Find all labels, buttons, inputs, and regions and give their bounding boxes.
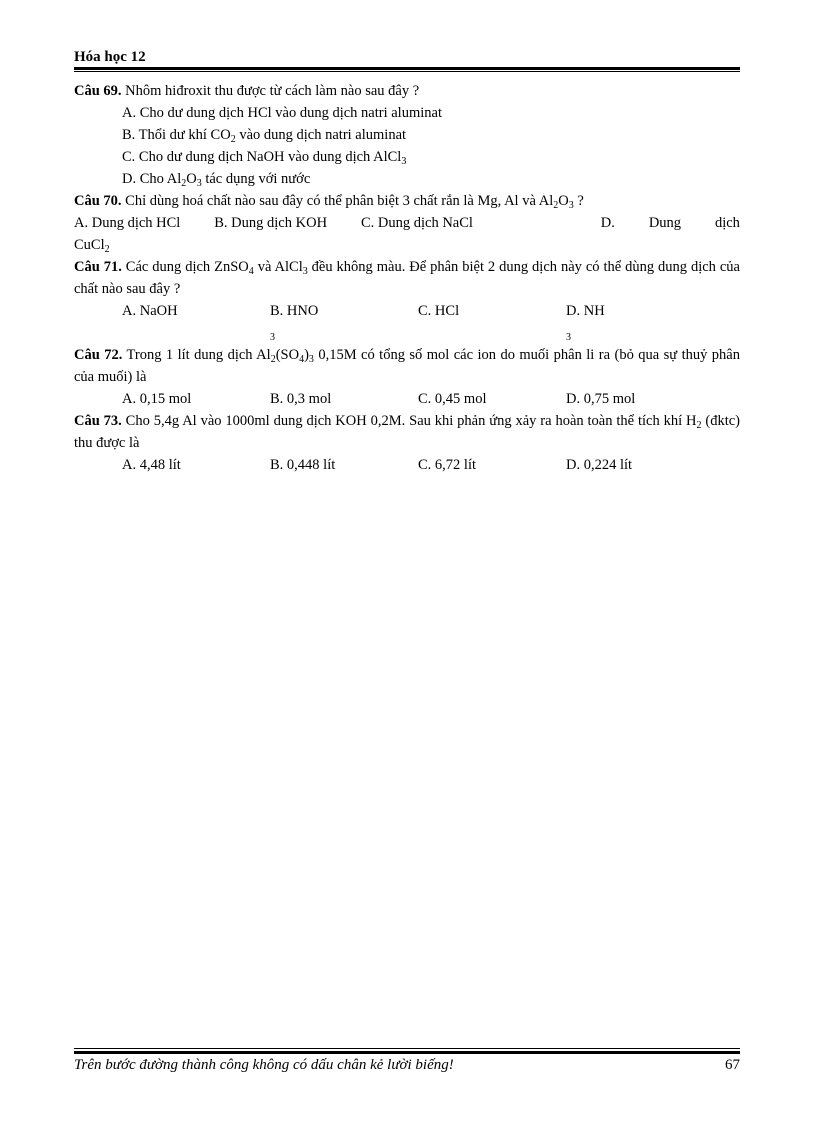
q69-option-b: B. Thổi dư khí $CO_2$ vào dung dịch natri aluminat xyxy=(122,127,407,145)
q71-options xyxy=(74,300,740,344)
footer-slogan: Trên bước đường thành công không có dấu chân kẻ lười biếng! xyxy=(74,1057,454,1073)
q72-option-a: A. 0,15 mol xyxy=(122,391,192,407)
q70-option-a: A. Dung dịch HCl xyxy=(74,215,181,231)
page-number: 67 xyxy=(725,1057,740,1073)
q69-option-d: D. Cho $Al_2O_3$ tác dụng với nước xyxy=(122,171,311,189)
q71-option-a: A. NaOH xyxy=(122,303,178,319)
question-label: Câu 72. xyxy=(74,347,123,363)
q71-option-c: C. HCl xyxy=(418,303,460,319)
q72-option-d: D. 0,75 mol xyxy=(566,391,636,407)
question-label: Câu 70. xyxy=(74,193,122,209)
q73-options xyxy=(74,454,740,476)
q70-option-b: B. Dung dịch KOH xyxy=(214,215,328,231)
question-text: Nhôm hiđroxit thu được từ cách làm nào sau đây ? xyxy=(121,83,420,99)
question-label: Câu 71. xyxy=(74,259,122,275)
q70-option-d-word: dịch xyxy=(714,215,740,231)
footer-rule-thin xyxy=(74,1048,740,1049)
q73-option-d: D. 0,224 lít xyxy=(566,457,633,473)
q73-option-b: B. 0,448 lít xyxy=(270,457,336,473)
question-69 xyxy=(74,80,740,102)
q72-option-b: B. 0,3 mol xyxy=(270,391,332,407)
q71-option-d: D. $NH_3$ xyxy=(566,303,605,343)
question-label: Câu 69. xyxy=(74,83,122,99)
footer-rule xyxy=(74,1051,740,1054)
q71-option-b: B. $HNO_3$ xyxy=(270,303,319,343)
footer xyxy=(74,1057,740,1074)
q69-option-c: C. Cho dư dung dịch NaOH vào dung dịch AlCl$_3$ xyxy=(122,149,407,167)
q70-options xyxy=(74,212,740,234)
q69-option-a: A. Cho dư dung dịch HCl vào dung dịch natri aluminat xyxy=(122,105,442,121)
q72-option-c: C. 0,45 mol xyxy=(418,391,487,407)
q73-option-a: A. 4,48 lít xyxy=(122,457,181,473)
header-rule xyxy=(74,67,740,70)
q70-option-c: C. Dung dịch NaCl xyxy=(360,215,473,231)
q70-option-d-cont: CuCl$_2$ xyxy=(74,237,110,255)
header-title: Hóa học 12 xyxy=(74,49,146,65)
question-73: Câu 73. Cho 5,4g Al vào 1000ml dung dịch KOH 0,2M. Sau khi phản ứng xảy ra hoàn toàn thể tích khí $H_2$ (đktc) thu được là xyxy=(74,413,740,451)
question-71: Câu 71. Các dung dịch ZnSO$_4$ và AlCl$_3$ đều không màu. Để phân biệt 2 dung dịch này có thể dùng dung dịch của chất nào sau đây ? xyxy=(74,259,740,297)
q70-option-d-word: Dung xyxy=(648,215,682,231)
question-label: Câu 73. xyxy=(74,413,122,429)
content xyxy=(74,80,740,476)
q70-option-d: D. xyxy=(600,215,615,231)
document-page xyxy=(74,0,740,1123)
q73-option-c: C. 6,72 lít xyxy=(418,457,477,473)
q72-options xyxy=(74,388,740,410)
question-72: Câu 72. Trong 1 lít dung dịch $Al_2(SO_4)_3$ 0,15M có tổng số mol các ion do muối phân li ra (bỏ qua sự thuỷ phân của muối) là xyxy=(74,347,740,385)
question-70: Câu 70. Chỉ dùng hoá chất nào sau đây có thể phân biệt 3 chất rắn là Mg, Al và $Al_2O_3$ ? xyxy=(74,193,584,211)
header-rule-thin xyxy=(74,71,740,72)
